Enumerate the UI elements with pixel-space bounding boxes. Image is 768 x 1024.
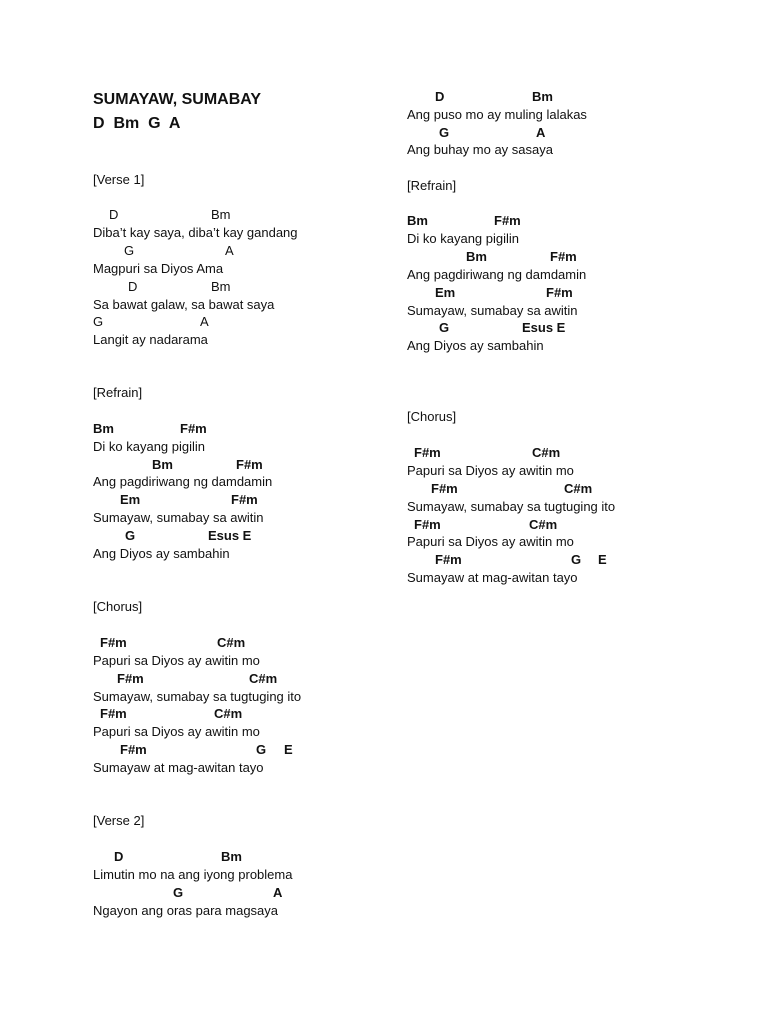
chord: A — [536, 125, 546, 140]
chord: E — [284, 742, 293, 757]
chord: G — [439, 125, 450, 140]
chord: A — [273, 885, 283, 900]
chord: C#m — [217, 635, 246, 650]
chord: G — [125, 528, 136, 543]
chord: F#m — [546, 285, 573, 300]
chord: C#m — [214, 706, 243, 721]
lyric-line: Papuri sa Diyos ay awitin mo — [407, 534, 574, 549]
chord: F#m — [494, 213, 521, 228]
lyric-line: Sumayaw, sumabay sa awitin — [93, 510, 264, 525]
chord: F#m — [120, 742, 147, 757]
section-label-verse2: [Verse 2] — [93, 813, 145, 828]
section-label-verse1: [Verse 1] — [93, 172, 145, 187]
section-label-chorus: [Chorus] — [407, 409, 457, 424]
chord: G — [124, 243, 135, 258]
chord: E — [598, 552, 607, 567]
chord: F#m — [414, 445, 441, 460]
chord: G — [439, 320, 450, 335]
chord: F#m — [100, 635, 127, 650]
lyric-line: Sumayaw, sumabay sa awitin — [407, 303, 578, 318]
chord: Esus E — [522, 320, 566, 335]
chord: A — [200, 314, 209, 329]
lyric-line: Papuri sa Diyos ay awitin mo — [93, 653, 260, 668]
chord: G — [571, 552, 582, 567]
chord: F#m — [180, 421, 207, 436]
chord: C#m — [532, 445, 561, 460]
chord: A — [225, 243, 234, 258]
lyric-line: Magpuri sa Diyos Ama — [93, 261, 224, 276]
song-keys: D Bm G A — [93, 115, 181, 132]
chord: Em — [435, 285, 456, 300]
lyric-line: Papuri sa Diyos ay awitin mo — [407, 463, 574, 478]
chord: C#m — [249, 671, 278, 686]
section-label-refrain: [Refrain] — [407, 178, 457, 193]
lyric-line: Sumayaw at mag-awitan tayo — [93, 760, 264, 775]
section-label-chorus: [Chorus] — [93, 599, 143, 614]
lyric-line: Ang Diyos ay sambahin — [93, 546, 230, 561]
lyric-line: Sumayaw, sumabay sa tugtuging ito — [407, 499, 616, 514]
chord: G — [256, 742, 267, 757]
chord: Bm — [532, 89, 553, 104]
chord: Esus E — [208, 528, 252, 543]
lyric-line: Ang buhay mo ay sasaya — [407, 142, 553, 157]
chord: F#m — [435, 552, 462, 567]
chord: C#m — [529, 517, 558, 532]
chord: F#m — [231, 492, 258, 507]
chord: D — [435, 89, 445, 104]
chord: Em — [120, 492, 141, 507]
chord: D — [114, 849, 124, 864]
chord: Bm — [93, 421, 114, 436]
lyric-line: Di ko kayang pigilin — [93, 439, 206, 454]
song-title: SUMAYAW, SUMABAY — [93, 91, 262, 108]
lyric-line: Di ko kayang pigilin — [407, 231, 520, 246]
chord: G — [93, 314, 104, 329]
chord: C#m — [564, 481, 593, 496]
chord: Bm — [152, 457, 173, 472]
chord: D — [128, 279, 138, 294]
lyric-line: Ang pagdiriwang ng damdamin — [407, 267, 587, 282]
lyric-line: Ngayon ang oras para magsaya — [93, 903, 279, 918]
lyric-line: Ang puso mo ay muling lalakas — [407, 107, 587, 122]
chord: Bm — [407, 213, 428, 228]
lyric-line: Ang pagdiriwang ng damdamin — [93, 474, 273, 489]
chord: F#m — [550, 249, 577, 264]
lyric-line: Langit ay nadarama — [93, 332, 208, 347]
chord: Bm — [211, 279, 231, 294]
lyric-line: Papuri sa Diyos ay awitin mo — [93, 724, 260, 739]
chord: Bm — [466, 249, 487, 264]
lyric-line: Sumayaw at mag-awitan tayo — [407, 570, 578, 585]
section-label-refrain: [Refrain] — [93, 385, 143, 400]
chord: F#m — [431, 481, 458, 496]
chord: F#m — [100, 706, 127, 721]
chord: G — [173, 885, 184, 900]
lyric-line: Limutin mo na ang iyong problema — [93, 867, 293, 882]
chord: Bm — [211, 207, 231, 222]
lyric-line: Sumayaw, sumabay sa tugtuging ito — [93, 689, 302, 704]
lyric-line: Sa bawat galaw, sa bawat saya — [93, 297, 275, 312]
chord: F#m — [236, 457, 263, 472]
chord: F#m — [414, 517, 441, 532]
lyric-line: Ang Diyos ay sambahin — [407, 338, 544, 353]
chord: Bm — [221, 849, 242, 864]
chord: F#m — [117, 671, 144, 686]
chord: D — [109, 207, 119, 222]
lyric-line: Diba’t kay saya, diba’t kay gandang — [93, 225, 298, 240]
